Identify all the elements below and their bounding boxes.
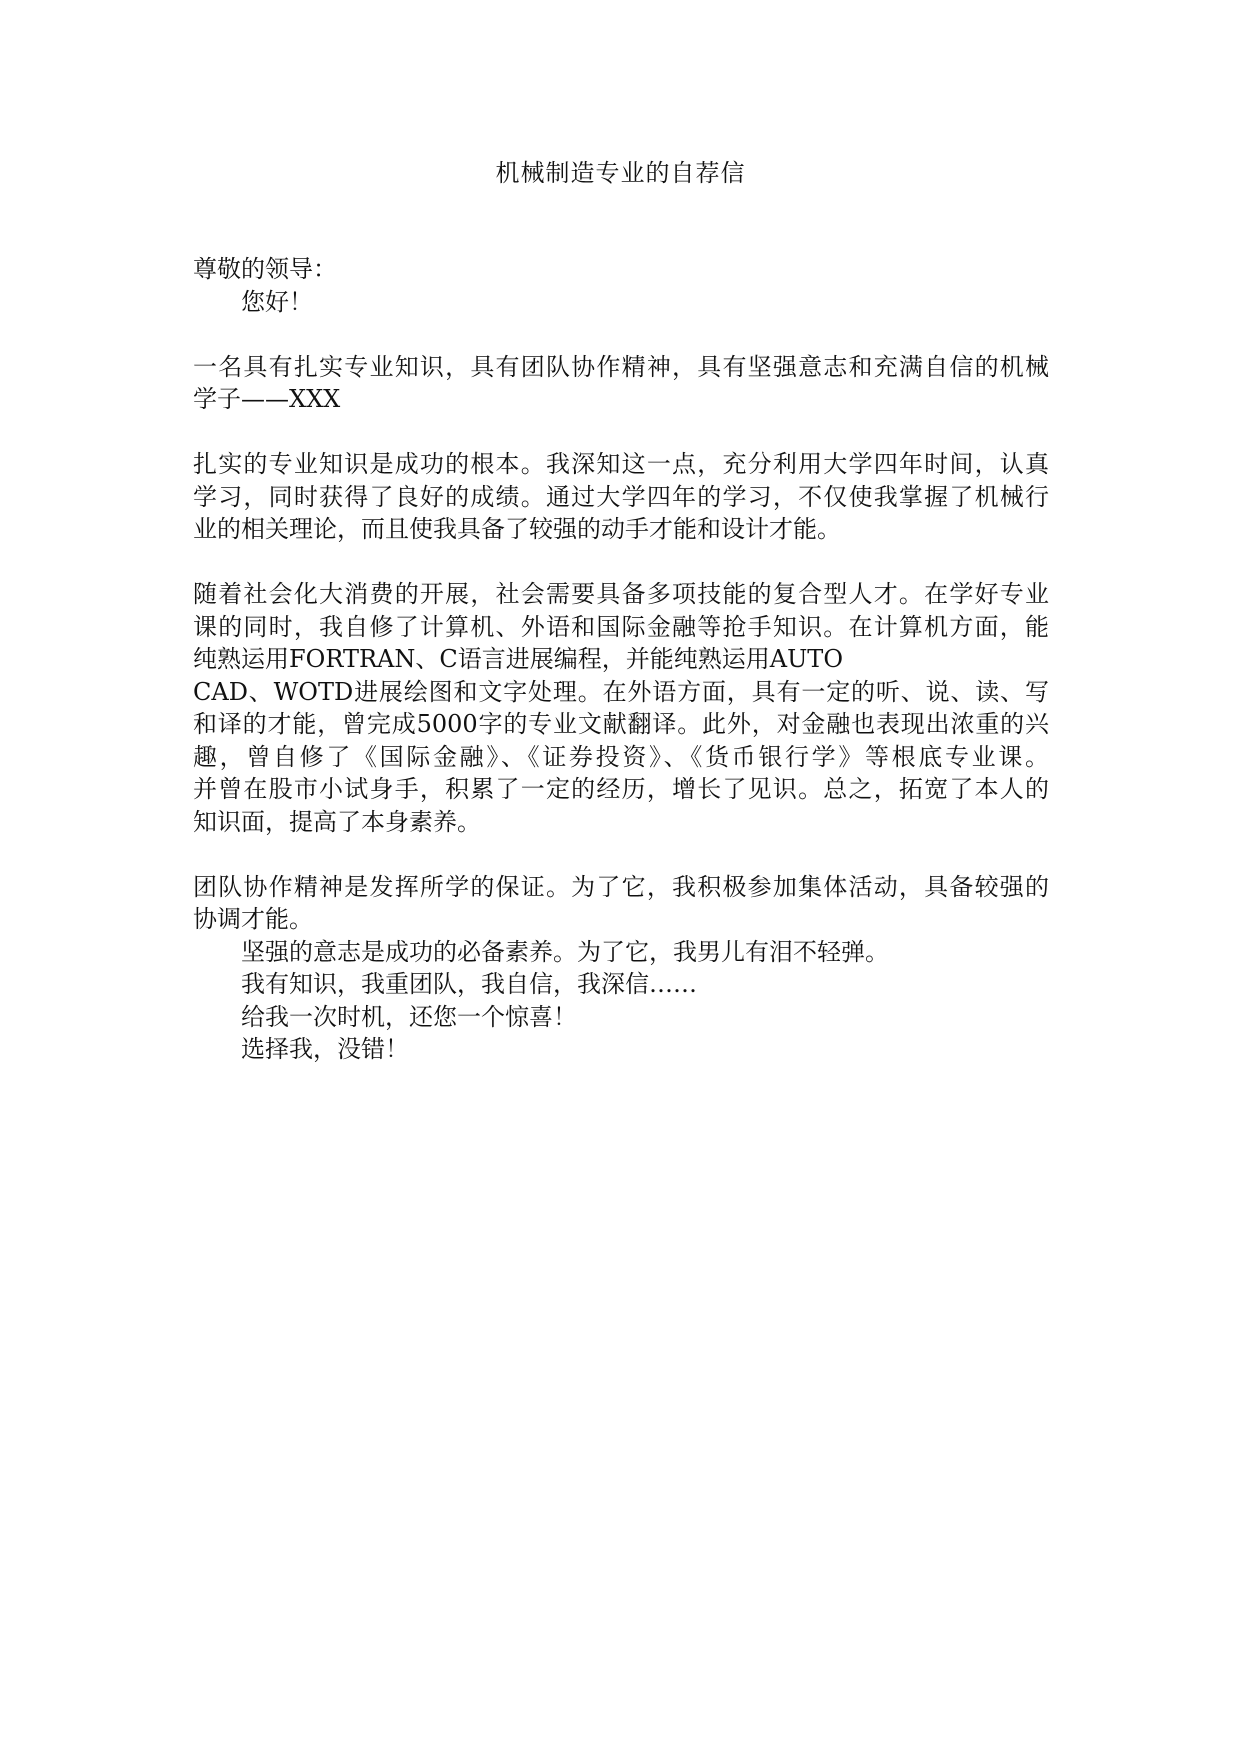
text-line: 扎实的专业知识是成功的根本。我深知这一点，充分利用大学四年时间，认真	[193, 450, 1049, 478]
paragraph-gap	[193, 838, 1049, 871]
intro-paragraph	[193, 351, 1049, 416]
team-paragraph	[193, 871, 1049, 936]
closing-line: 选择我，没错！	[241, 1035, 409, 1063]
greeting: 您好！	[241, 287, 313, 316]
text-line: 和译的才能，曾完成5000字的专业文献翻译。此外，对金融也表现出浓重的兴	[193, 710, 1049, 738]
closing-line: 坚强的意志是成功的必备素养。为了它，我男儿有泪不轻弹。	[241, 937, 889, 966]
document-title: 机械制造专业的自荐信	[495, 159, 746, 187]
text-line: 知识面，提高了本身素养。	[193, 807, 481, 836]
skills-paragraph	[193, 578, 1049, 838]
letter-body	[193, 253, 1049, 1066]
paragraph-gap	[193, 416, 1049, 449]
text-line: 团队协作精神是发挥所学的保证。为了它，我积极参加集体活动，具备较强的	[193, 872, 1049, 901]
text-line: 学习，同时获得了良好的成绩。通过大学四年的学习，不仅使我掌握了机械行	[193, 482, 1049, 511]
closing-line: 给我一次时机，还您一个惊喜！	[241, 1002, 577, 1031]
text-line: 学子——XXX	[193, 385, 341, 413]
text-line: 协调才能。	[193, 905, 313, 933]
text-line: CAD、WOTD进展绘图和文字处理。在外语方面，具有一定的听、说、读、写	[193, 677, 1049, 706]
closing-line: 我有知识，我重团队，我自信，我深信……	[241, 970, 697, 998]
text-line: 趣，曾自修了《国际金融》、《证券投资》、《货币银行学》等根底专业课。	[193, 742, 1049, 771]
closing-lines	[193, 936, 1049, 1066]
paragraph-gap	[193, 318, 1049, 351]
text-line: 并曾在股市小试身手，积累了一定的经历，增长了见识。总之，拓宽了本人的	[193, 775, 1049, 803]
salutation: 尊敬的领导：	[193, 255, 337, 283]
text-line: 业的相关理论，而且使我具备了较强的动手才能和设计才能。	[193, 515, 841, 543]
text-line: 课的同时，我自修了计算机、外语和国际金融等抢手知识。在计算机方面，能	[193, 612, 1049, 641]
knowledge-paragraph	[193, 448, 1049, 546]
text-line: 一名具有扎实专业知识，具有团队协作精神，具有坚强意志和充满自信的机械	[193, 352, 1049, 381]
paragraph-gap	[193, 546, 1049, 579]
text-line: 随着社会化大消费的开展，社会需要具备多项技能的复合型人才。在学好专业	[193, 580, 1049, 608]
text-line: 纯熟运用FORTRAN、C语言进展编程，并能纯熟运用AUTO	[193, 645, 843, 673]
